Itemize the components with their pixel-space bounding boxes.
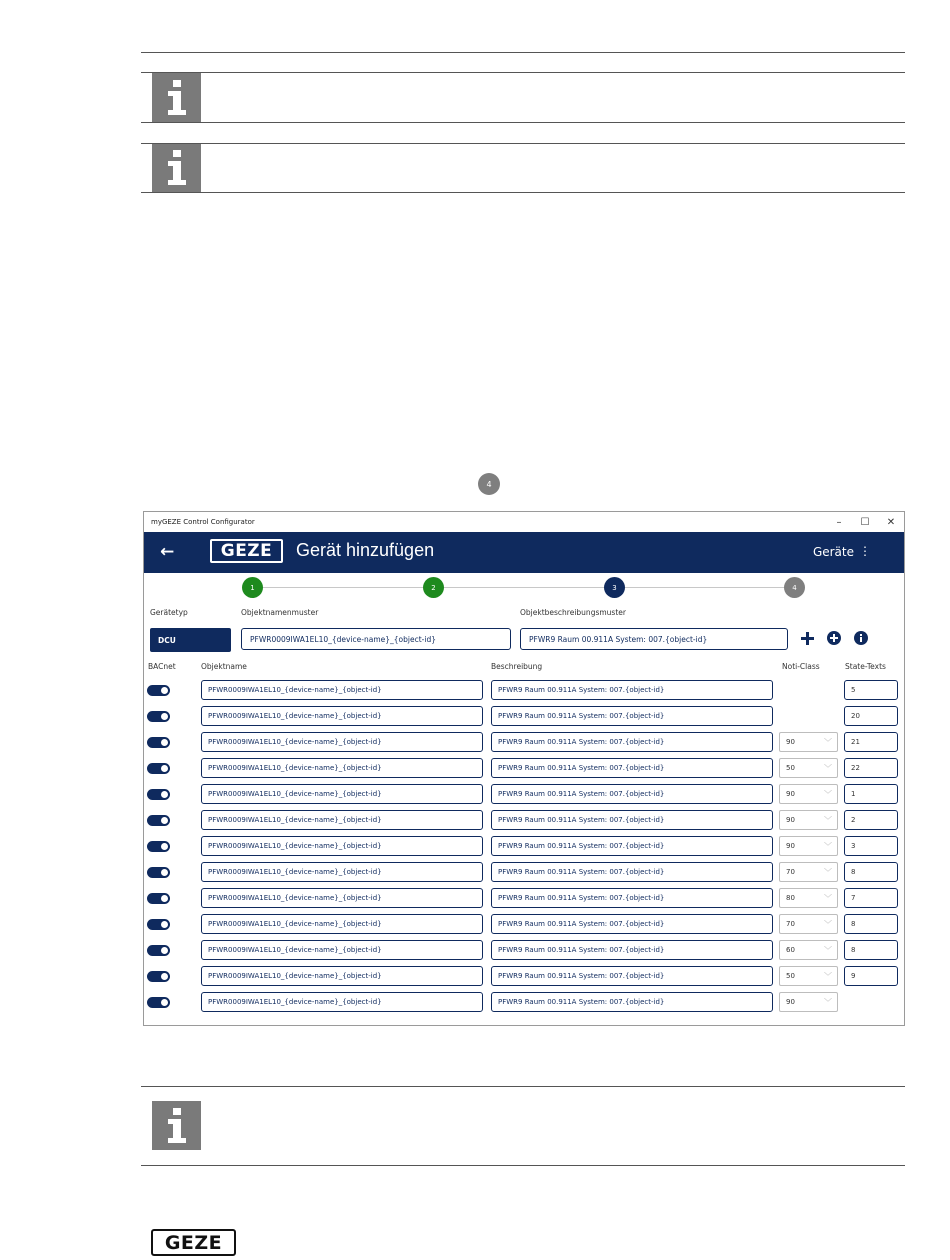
- chevron-down-icon: ﹀: [824, 790, 832, 799]
- page-title: Gerät hinzufügen: [296, 540, 435, 560]
- noti-class-select[interactable]: [779, 888, 838, 908]
- bacnet-toggle[interactable]: [147, 893, 170, 904]
- table-row: [144, 992, 904, 1012]
- bacnet-toggle[interactable]: [147, 737, 170, 748]
- divider: [141, 72, 905, 73]
- description-input[interactable]: PFWR9 Raum 00.911A System: 007.{object-id}: [491, 992, 773, 1012]
- description-input[interactable]: PFWR9 Raum 00.911A System: 007.{object-id}: [491, 914, 773, 934]
- state-texts-input[interactable]: 8: [844, 914, 898, 934]
- noti-class-select[interactable]: [779, 810, 838, 830]
- table-row: [144, 732, 904, 752]
- geze-logo: GEZE: [151, 1229, 236, 1256]
- chevron-down-icon: ﹀: [824, 738, 832, 747]
- divider: [141, 192, 905, 193]
- step-4[interactable]: 4: [784, 577, 805, 598]
- description-input[interactable]: PFWR9 Raum 00.911A System: 007.{object-id}: [491, 810, 773, 830]
- table-row: [144, 914, 904, 934]
- object-name-input[interactable]: PFWR0009IWA1EL10_{device-name}_{object-id}: [201, 836, 483, 856]
- bacnet-toggle[interactable]: [147, 919, 170, 930]
- bacnet-toggle[interactable]: [147, 997, 170, 1008]
- bacnet-toggle[interactable]: [147, 841, 170, 852]
- state-texts-input[interactable]: 9: [844, 966, 898, 986]
- table-row: [144, 862, 904, 882]
- chevron-down-icon: ﹀: [824, 842, 832, 851]
- table-row: [144, 966, 904, 986]
- back-arrow-icon[interactable]: ←: [160, 542, 175, 562]
- bacnet-toggle[interactable]: [147, 685, 170, 696]
- add-icon[interactable]: [800, 631, 814, 645]
- object-name-input[interactable]: PFWR0009IWA1EL10_{device-name}_{object-id}: [201, 810, 483, 830]
- object-name-input[interactable]: PFWR0009IWA1EL10_{device-name}_{object-id}: [201, 758, 483, 778]
- geze-logo: GEZE: [210, 539, 283, 563]
- name-pattern-input[interactable]: PFWR0009IWA1EL10_{device-name}_{object-id}: [241, 628, 511, 650]
- object-name-input[interactable]: PFWR0009IWA1EL10_{device-name}_{object-id}: [201, 966, 483, 986]
- object-name-input[interactable]: PFWR0009IWA1EL10_{device-name}_{object-id}: [201, 888, 483, 908]
- state-texts-column-header: State-Texts: [845, 662, 886, 671]
- chevron-down-icon: ﹀: [824, 920, 832, 929]
- noti-class-select[interactable]: [779, 992, 838, 1012]
- description-pattern-label: Objektbeschreibungsmuster: [520, 608, 626, 617]
- object-name-input[interactable]: PFWR0009IWA1EL10_{device-name}_{object-id}: [201, 862, 483, 882]
- bacnet-toggle[interactable]: [147, 867, 170, 878]
- description-input[interactable]: PFWR9 Raum 00.911A System: 007.{object-id}: [491, 732, 773, 752]
- table-row: [144, 888, 904, 908]
- chevron-down-icon: ﹀: [824, 868, 832, 877]
- stepper-line: [254, 587, 794, 588]
- bacnet-toggle[interactable]: [147, 763, 170, 774]
- table-row: [144, 680, 904, 700]
- object-name-input[interactable]: PFWR0009IWA1EL10_{device-name}_{object-id}: [201, 784, 483, 804]
- description-input[interactable]: PFWR9 Raum 00.911A System: 007.{object-id}: [491, 784, 773, 804]
- noti-class-column-header: Noti-Class: [782, 662, 820, 671]
- chevron-down-icon: ﹀: [824, 972, 832, 981]
- description-input[interactable]: PFWR9 Raum 00.911A System: 007.{object-id}: [491, 966, 773, 986]
- maximize-button[interactable]: ☐: [860, 516, 870, 528]
- add-circle-icon[interactable]: [827, 631, 841, 645]
- step-2[interactable]: 2: [423, 577, 444, 598]
- bacnet-toggle[interactable]: [147, 945, 170, 956]
- noti-class-select[interactable]: [779, 966, 838, 986]
- close-button[interactable]: ✕: [886, 516, 896, 528]
- object-name-input[interactable]: PFWR0009IWA1EL10_{device-name}_{object-id}: [201, 992, 483, 1012]
- chevron-down-icon: ﹀: [824, 894, 832, 903]
- info-icon: [152, 144, 201, 192]
- bacnet-toggle[interactable]: [147, 815, 170, 826]
- table-row: [144, 836, 904, 856]
- state-texts-input[interactable]: 8: [844, 862, 898, 882]
- more-menu-icon[interactable]: ⋮: [859, 544, 871, 558]
- step-3[interactable]: 3: [604, 577, 625, 598]
- table-row: [144, 810, 904, 830]
- noti-class-value: 90: [786, 790, 795, 798]
- info-icon: [152, 73, 201, 122]
- devices-menu[interactable]: Geräte: [812, 545, 854, 559]
- minimize-button[interactable]: –: [836, 516, 842, 528]
- chevron-down-icon: ﹀: [824, 816, 832, 825]
- noti-class-value: 90: [786, 738, 795, 746]
- bacnet-toggle[interactable]: [147, 971, 170, 982]
- table-row: [144, 758, 904, 778]
- noti-class-select[interactable]: [779, 758, 838, 778]
- divider: [141, 1086, 905, 1087]
- state-texts-input[interactable]: 1: [844, 784, 898, 804]
- state-texts-input[interactable]: 21: [844, 732, 898, 752]
- object-name-input[interactable]: PFWR0009IWA1EL10_{device-name}_{object-id}: [201, 732, 483, 752]
- description-input[interactable]: PFWR9 Raum 00.911A System: 007.{object-id}: [491, 758, 773, 778]
- bacnet-toggle[interactable]: [147, 789, 170, 800]
- beschreibung-column-header: Beschreibung: [491, 662, 543, 671]
- noti-class-value: 50: [786, 764, 795, 772]
- state-texts-input[interactable]: 22: [844, 758, 898, 778]
- description-input[interactable]: PFWR9 Raum 00.911A System: 007.{object-id}: [491, 940, 773, 960]
- description-input[interactable]: PFWR9 Raum 00.911A System: 007.{object-id}: [491, 862, 773, 882]
- noti-class-value: 50: [786, 972, 795, 980]
- app-header: [144, 532, 904, 573]
- noti-class-select[interactable]: [779, 732, 838, 752]
- noti-class-value: 90: [786, 998, 795, 1006]
- description-input[interactable]: PFWR9 Raum 00.911A System: 007.{object-id}: [491, 836, 773, 856]
- divider: [141, 1165, 905, 1166]
- window-titlebar: [144, 512, 904, 532]
- table-row: [144, 784, 904, 804]
- object-name-input[interactable]: PFWR0009IWA1EL10_{device-name}_{object-id}: [201, 914, 483, 934]
- noti-class-value: 80: [786, 894, 795, 902]
- bacnet-column-header: BACnet: [148, 662, 176, 671]
- table-row: [144, 940, 904, 960]
- object-name-input[interactable]: PFWR0009IWA1EL10_{device-name}_{object-id}: [201, 940, 483, 960]
- noti-class-value: 90: [786, 816, 795, 824]
- noti-class-select[interactable]: [779, 940, 838, 960]
- stepper: [144, 573, 904, 601]
- state-texts-input[interactable]: 3: [844, 836, 898, 856]
- description-input[interactable]: PFWR9 Raum 00.911A System: 007.{object-id}: [491, 680, 773, 700]
- description-pattern-input[interactable]: PFWR9 Raum 00.911A System: 007.{object-id}: [520, 628, 788, 650]
- objektname-column-header: Objektname: [201, 662, 247, 671]
- state-texts-input[interactable]: 20: [844, 706, 898, 726]
- table-row: [144, 706, 904, 726]
- divider: [141, 122, 905, 123]
- app-window: [143, 511, 905, 1026]
- noti-class-value: 70: [786, 920, 795, 928]
- noti-class-select[interactable]: [779, 784, 838, 804]
- device-type-select[interactable]: DCU: [150, 628, 231, 652]
- description-input[interactable]: PFWR9 Raum 00.911A System: 007.{object-id}: [491, 706, 773, 726]
- info-circle-icon[interactable]: [854, 631, 868, 645]
- noti-class-value: 90: [786, 842, 795, 850]
- chevron-down-icon: ﹀: [824, 998, 832, 1007]
- chevron-down-icon: ﹀: [824, 946, 832, 955]
- window-title: myGEZE Control Configurator: [151, 518, 255, 526]
- step-1[interactable]: 1: [242, 577, 263, 598]
- object-name-input[interactable]: PFWR0009IWA1EL10_{device-name}_{object-id}: [201, 706, 483, 726]
- state-texts-input[interactable]: 5: [844, 680, 898, 700]
- info-icon: [152, 1101, 201, 1150]
- device-type-label: Gerätetyp: [150, 608, 188, 617]
- step-badge: 4: [478, 473, 500, 495]
- noti-class-select[interactable]: [779, 914, 838, 934]
- chevron-down-icon: ﹀: [824, 764, 832, 773]
- divider: [141, 143, 905, 144]
- noti-class-value: 60: [786, 946, 795, 954]
- state-texts-input[interactable]: 8: [844, 940, 898, 960]
- divider: [141, 52, 905, 53]
- state-texts-input[interactable]: 7: [844, 888, 898, 908]
- noti-class-select[interactable]: [779, 836, 838, 856]
- noti-class-value: 70: [786, 868, 795, 876]
- description-input[interactable]: PFWR9 Raum 00.911A System: 007.{object-id}: [491, 888, 773, 908]
- noti-class-select[interactable]: [779, 862, 838, 882]
- bacnet-toggle[interactable]: [147, 711, 170, 722]
- object-name-input[interactable]: PFWR0009IWA1EL10_{device-name}_{object-id}: [201, 680, 483, 700]
- name-pattern-label: Objektnamenmuster: [241, 608, 319, 617]
- state-texts-input[interactable]: 2: [844, 810, 898, 830]
